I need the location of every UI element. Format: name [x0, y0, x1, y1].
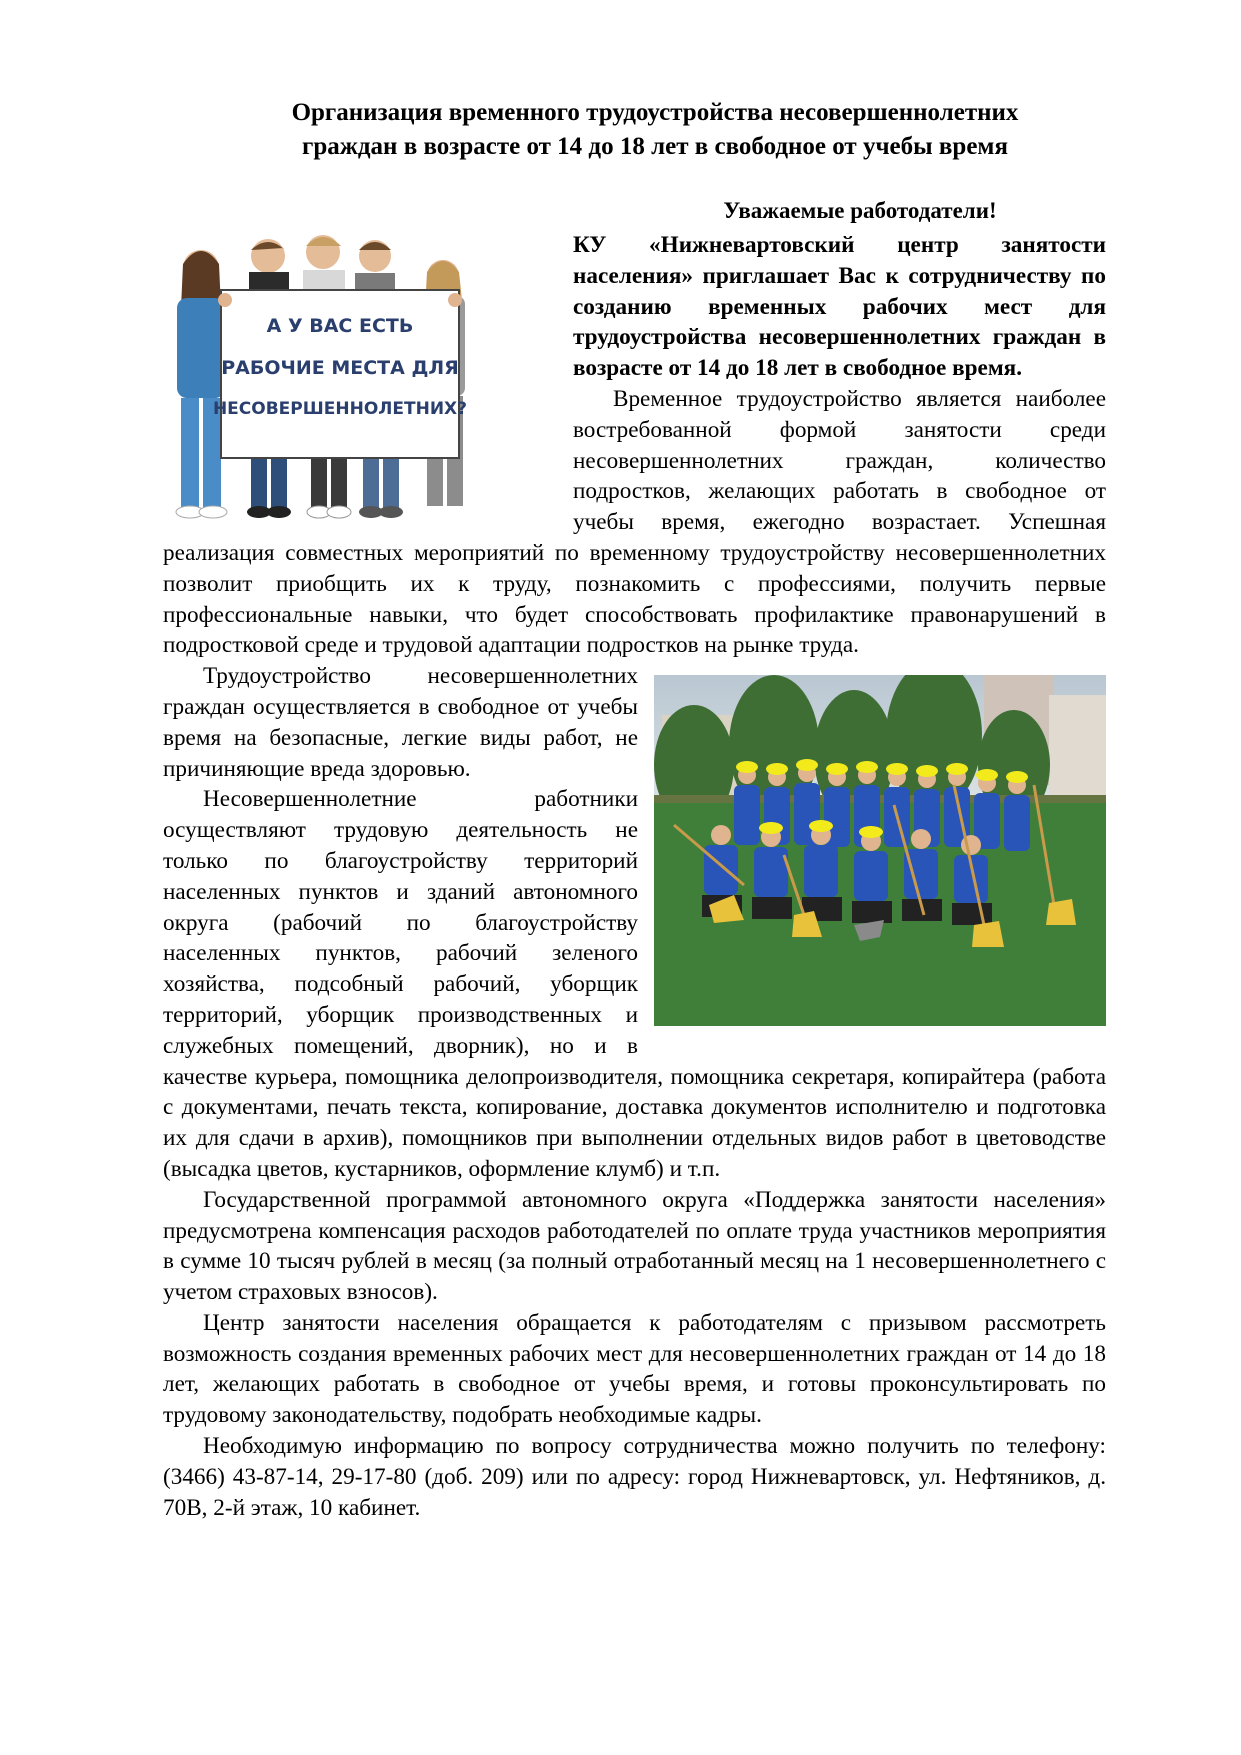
page-title [190, 96, 1120, 164]
paragraph-5: Центр занятости населения обращается к работодателям с призывом рассмотреть возможность создания временных рабочих мест для несовершеннолетних граждан от 14 до 18 лет, желающих работать в свободное от учебы время, и готовы проконсультировать по трудовому законодательству, подобрать необходимые кадры. [163, 1309, 1106, 1429]
greeting-heading: Уважаемые работодатели! [723, 198, 997, 223]
teens-sign-illustration [163, 228, 555, 526]
paragraph-3: Несовершеннолетние работники осуществляют трудовую деятельность не только по благоустройству территорий населенных пунктов и зданий автономного округа (рабочий по благоустройству населенных пунктов, рабочий зеленого хозяйства, подсобный рабочий, уборщик территорий, уборщик производственных и служебных помещений, дворник), но и в качестве курьера, помощника делопроизводителя, помощника секретаря, копирайтера (работа с документами, печать текста, копирование, доставка документов исполнителю и подготовка их для сдачи в архив), помощников при выполнении отдельных видов работ в цветоводстве (высадка цветов, кустарников, оформление клумб) и т.п. [163, 786, 1106, 1182]
paragraph-6: Необходимую информацию по вопросу сотрудничества можно получить по телефону: (3466) 43-87-14, 29-17-80 (доб. 209) или по адресу: город Нижневартовск, ул. Нефтяников, д. 70В, 2-й этаж, 10 кабинет. [163, 1433, 1106, 1521]
sign-text-line-1: А У ВАС ЕСТЬ [266, 315, 414, 337]
title-line-1: Организация временного трудоустройства несовершеннолетних [291, 99, 1019, 126]
paragraph-2: Трудоустройство несовершеннолетних граждан осуществляется в свободное от учебы время на безопасные, легкие виды работ, не причиняющие вреда здоровью. [163, 663, 638, 782]
volunteers-group-photo [654, 675, 1106, 1026]
paragraph-1: Временное трудоустройство является наиболее востребованной формой занятости среди несовершеннолетних граждан, количество подростков, желающих работать в свободное от учебы время, ежегодно возрастает. Успешная реализация совместных мероприятий по временному трудоустройству несовершеннолетних позволит приобщить их к труду, познакомить с профессиями, получить первые профессиональные навыки, что будет способствовать профилактике правонарушений в подростковой среде и трудовой адаптации подростков на рынке труда. [163, 385, 1106, 659]
title-line-2: граждан в возрасте от 14 до 18 лет в свободное от учебы время [302, 133, 1008, 160]
invitation-paragraph: КУ «Нижневартовский центр занятости населения» приглашает Вас к сотрудничеству по созданию временных рабочих мест для трудоустройства несовершеннолетних граждан в возрасте от 14 до 18 лет в свободное время. [573, 232, 1106, 382]
sign-text-line-3: НЕСОВЕРШЕННОЛЕТНИХ? [212, 399, 468, 419]
teens-sign-image [163, 228, 555, 526]
paragraph-4: Государственной программой автономного округа «Поддержка занятости населения» предусмотрена компенсация расходов работодателей по оплате труда участников мероприятия в сумме 10 тысяч рублей в месяц (за полный отработанный месяц на 1 несовершеннолетнего с учетом страховых взносов). [163, 1186, 1106, 1306]
sign-text-line-2: РАБОЧИЕ МЕСТА ДЛЯ [221, 357, 459, 379]
article-body [163, 230, 1106, 1523]
group-photo-illustration [654, 675, 1106, 1026]
